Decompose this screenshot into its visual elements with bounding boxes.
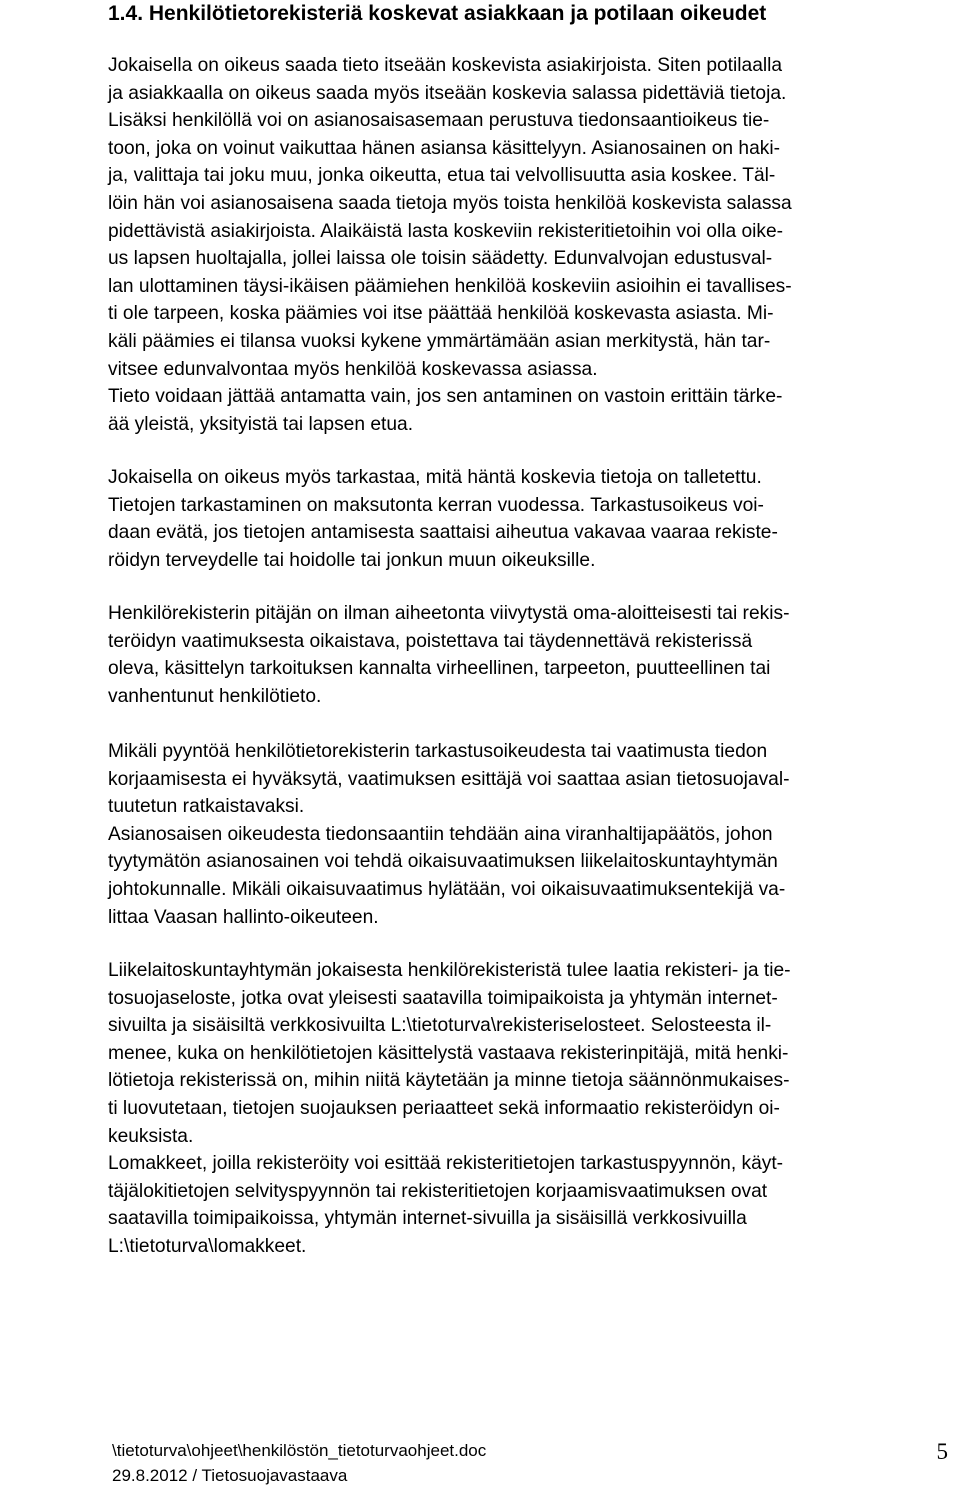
text-line: ja asiakkaalla on oikeus saada myös itseään koskevia salassa pidettäviä tietoja. bbox=[108, 82, 787, 104]
text-line: käli päämies ei tilansa vuoksi kykene ymmärtämään asian merkitystä, hän tar- bbox=[108, 330, 771, 352]
text-line: ti ole tarpeen, koska päämies voi itse päättää henkilöä koskevasta asiasta. Mi- bbox=[108, 303, 774, 325]
text-line: Liikelaitoskuntayhtymän jokaisesta henkilörekisteristä tulee laatia rekisteri- ja tie- bbox=[108, 960, 791, 981]
text-line: L:\tietoturva\lomakkeet. bbox=[108, 1235, 307, 1257]
paragraph-register-description bbox=[108, 957, 791, 1261]
paragraph-appeal bbox=[108, 738, 790, 931]
text-line: oleva, käsittelyn tarkoituksen kannalta virheellinen, tarpeeton, puutteellinen tai bbox=[108, 658, 771, 680]
text-line: sivuilta ja sisäisiltä verkkosivuilta L:\tietoturva\rekisteriselosteet. Selosteesta il- bbox=[108, 1015, 772, 1037]
text-line: täjälokitietojen selvityspyynnön tai rekisteritietojen korjaamisvaatimuksen ovat bbox=[108, 1180, 768, 1202]
text-line: ja, valittaja tai joku muu, jonka oikeutta, etua tai velvollisuutta asia koskee. Täl- bbox=[108, 165, 776, 187]
text-line: us lapsen huoltajalla, jollei laissa ole toisin säädetty. Edunvalvojan edustusval- bbox=[108, 248, 773, 270]
text-line: menee, kuka on henkilötietojen käsittelystä vastaava rekisterinpitäjä, mitä henki- bbox=[108, 1042, 789, 1064]
text-line: tosuojaseloste, jotka ovat yleisesti saatavilla toimipaikoista ja yhtymän internet- bbox=[108, 987, 778, 1009]
text-line: Henkilörekisterin pitäjän on ilman aiheetonta viivytystä oma-aloitteisesti tai rekis- bbox=[108, 603, 790, 624]
text-line: ti luovutetaan, tietojen suojauksen periaatteet sekä informaatio rekisteröidyn oi- bbox=[108, 1097, 780, 1119]
text-line: Lomakkeet, joilla rekisteröity voi esittää rekisteritietojen tarkastuspyynnön, käyt- bbox=[108, 1153, 784, 1175]
text-line: ää yleistä, yksityistä tai lapsen etua. bbox=[108, 413, 414, 435]
footer-date-author: 29.8.2012 / Tietosuojavastaava bbox=[112, 1466, 348, 1485]
text-line: johtokunnalle. Mikäli oikaisuvaatimus hylätään, voi oikaisuvaatimuksentekijä va- bbox=[108, 878, 786, 900]
section-heading: 1.4. Henkilötietorekisteriä koskevat asiakkaan ja potilaan oikeudet bbox=[108, 2, 767, 25]
text-line: Tieto voidaan jättää antamatta vain, jos sen antaminen on vastoin erittäin tärke- bbox=[108, 386, 783, 408]
text-line: tyytymätön asianosainen voi tehdä oikaisuvaatimuksen liikelaitoskuntayhtymän bbox=[108, 851, 778, 873]
text-line: lan ulottaminen täysi-ikäisen päämiehen henkilöä koskeviin asioihin ei tavallises- bbox=[108, 275, 792, 297]
footer-file-path: \tietoturva\ohjeet\henkilöstön_tietoturvaohjeet.doc bbox=[112, 1441, 487, 1460]
text-line: saatavilla toimipaikoissa, yhtymän internet-sivuilla ja sisäisillä verkkosivuilla bbox=[108, 1208, 747, 1230]
text-line: Lisäksi henkilöllä voi on asianosaisasemaan perustuva tiedonsaantioikeus tie- bbox=[108, 110, 770, 132]
page-number: 5 bbox=[936, 1439, 948, 1464]
text-line: Jokaisella on oikeus myös tarkastaa, mitä häntä koskevia tietoja on talletettu. bbox=[108, 467, 762, 488]
text-line: vanhentunut henkilötieto. bbox=[108, 685, 322, 707]
text-line: Mikäli pyyntöä henkilötietorekisterin tarkastusoikeudesta tai vaatimusta tiedon bbox=[108, 741, 768, 762]
text-line: Tietojen tarkastaminen on maksutonta kerran vuodessa. Tarkastusoikeus voi- bbox=[108, 494, 764, 516]
paragraph-inspection-right bbox=[108, 464, 778, 574]
text-line: daan evätä, jos tietojen antamisesta saattaisi aiheutua vakavaa vaaraa rekiste- bbox=[108, 522, 778, 544]
text-line: pidettävistä asiakirjoista. Alaikäistä lasta koskeviin rekisteritietoihin voi olla oike- bbox=[108, 220, 784, 242]
text-line: littaa Vaasan hallinto-oikeuteen. bbox=[108, 906, 379, 928]
paragraph-access-rights bbox=[108, 52, 792, 438]
paragraph-correction-duty bbox=[108, 600, 789, 710]
text-line: Asianosaisen oikeudesta tiedonsaantiin tehdään aina viranhaltijapäätös, johon bbox=[108, 823, 773, 845]
text-line: löin hän voi asianosaisena saada tietoja myös toista henkilöä koskevista salassa bbox=[108, 192, 792, 214]
text-line: toon, joka on voinut vaikuttaa hänen asiansa käsittelyyn. Asianosainen on haki- bbox=[108, 137, 781, 159]
text-line: röidyn terveydelle tai hoidolle tai jonkun muun oikeuksille. bbox=[108, 549, 596, 571]
text-line: tuutetun ratkaistavaksi. bbox=[108, 796, 305, 818]
text-line: Jokaisella on oikeus saada tieto itseään koskevista asiakirjoista. Siten potilaalla bbox=[108, 55, 783, 76]
text-line: vitsee edunvalvontaa myös henkilöä koskevassa asiassa. bbox=[108, 358, 598, 380]
text-line: lötietoja rekisterissä on, mihin niitä käytetään ja minne tietoja säännönmukaises- bbox=[108, 1070, 790, 1092]
text-line: teröidyn vaatimuksesta oikaistava, poistettava tai täydennettävä rekisterissä bbox=[108, 630, 753, 652]
text-line: korjaamisesta ei hyväksytä, vaatimuksen esittäjä voi saattaa asian tietosuojaval- bbox=[108, 768, 790, 790]
text-line: keuksista. bbox=[108, 1125, 194, 1147]
